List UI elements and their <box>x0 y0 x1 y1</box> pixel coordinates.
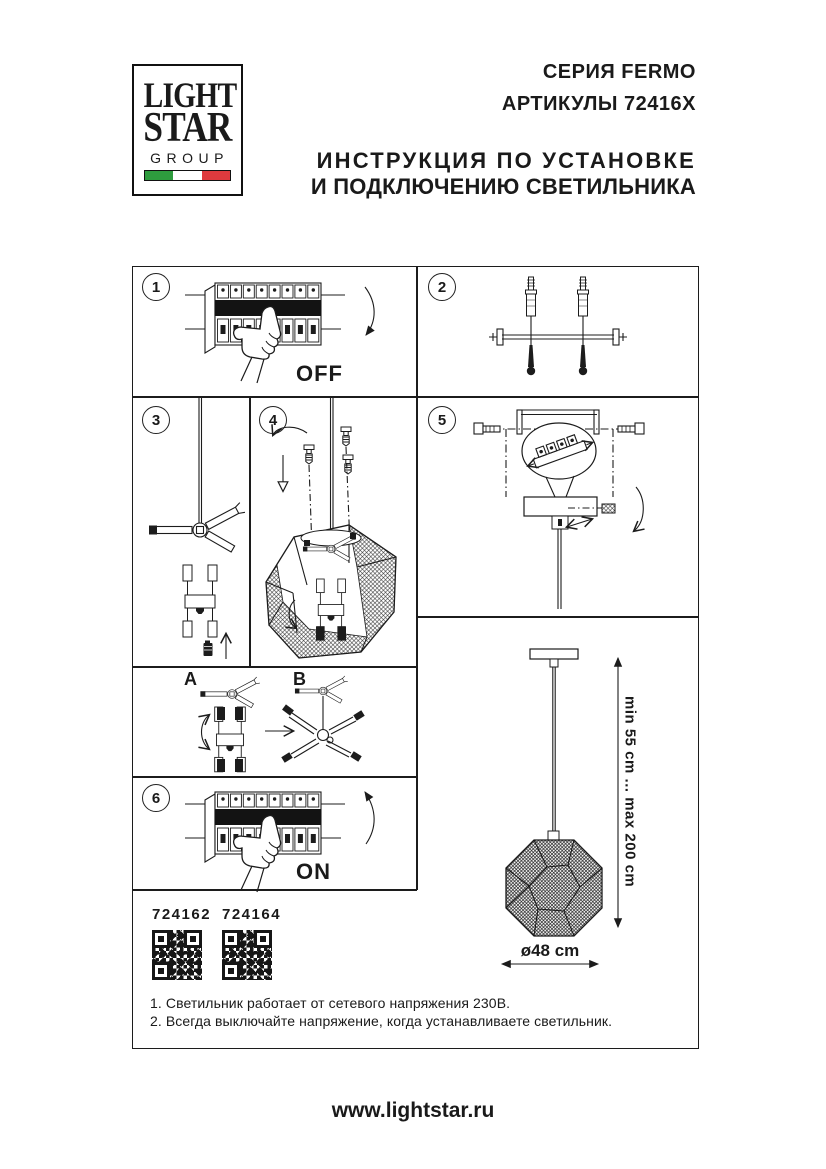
canopy-mounting-illustration <box>417 397 698 615</box>
doc-title-line1: ИНСТРУКЦИЯ ПО УСТАНОВКЕ <box>316 148 696 173</box>
breaker-on-illustration <box>169 778 411 888</box>
logo-word-group: GROUP <box>150 150 229 166</box>
qr-code-724162 <box>152 930 202 980</box>
breaker-off-illustration <box>169 269 411 395</box>
step-6-badge: 6 <box>142 784 170 812</box>
diameter-label: ø48 cm <box>520 941 580 960</box>
qr-code-724164 <box>222 930 272 980</box>
step-2-badge: 2 <box>428 273 456 301</box>
height-range-label: min 55 cm ... max 200 cm <box>621 696 639 888</box>
article-number-724164: 724164 <box>222 906 282 923</box>
shade-assembly-illustration <box>249 397 416 665</box>
series-title: СЕРИЯ FERMO <box>542 61 696 83</box>
doc-title-line2: И ПОДКЛЮЧЕНИЮ СВЕТИЛЬНИКА <box>310 174 696 199</box>
position-b-label: B <box>293 669 306 689</box>
note-line-1: 1. Светильник работает от сетевого напряжения 230В. <box>150 995 511 1011</box>
socket-position-ab-illustration <box>133 667 416 775</box>
instruction-grid <box>132 266 699 1049</box>
rod-bracket-illustration <box>133 397 249 665</box>
on-label: ON <box>296 859 331 884</box>
divider <box>133 889 417 891</box>
website-url: www.lightstar.ru <box>331 1099 495 1122</box>
articles-title: АРТИКУЛЫ 72416X <box>501 93 696 115</box>
step-1-badge: 1 <box>142 273 170 301</box>
position-a-label: A <box>184 669 197 689</box>
article-number-724162: 724162 <box>152 906 212 923</box>
lightstar-logo <box>132 64 243 196</box>
mounting-kit-illustration <box>417 267 697 395</box>
step-3-badge: 3 <box>142 406 170 434</box>
logo-word-star: STAR <box>143 105 232 151</box>
logo-word-light: LIGHT <box>143 75 237 115</box>
step-5-badge: 5 <box>428 406 456 434</box>
step-4-badge: 4 <box>259 406 287 434</box>
pendant-dimensions-illustration <box>416 616 698 1048</box>
note-line-2: 2. Всегда выключайте напряжение, когда устанавливаете светильник. <box>150 1013 613 1029</box>
italy-flag-icon <box>144 170 231 181</box>
off-label: OFF <box>296 361 343 386</box>
